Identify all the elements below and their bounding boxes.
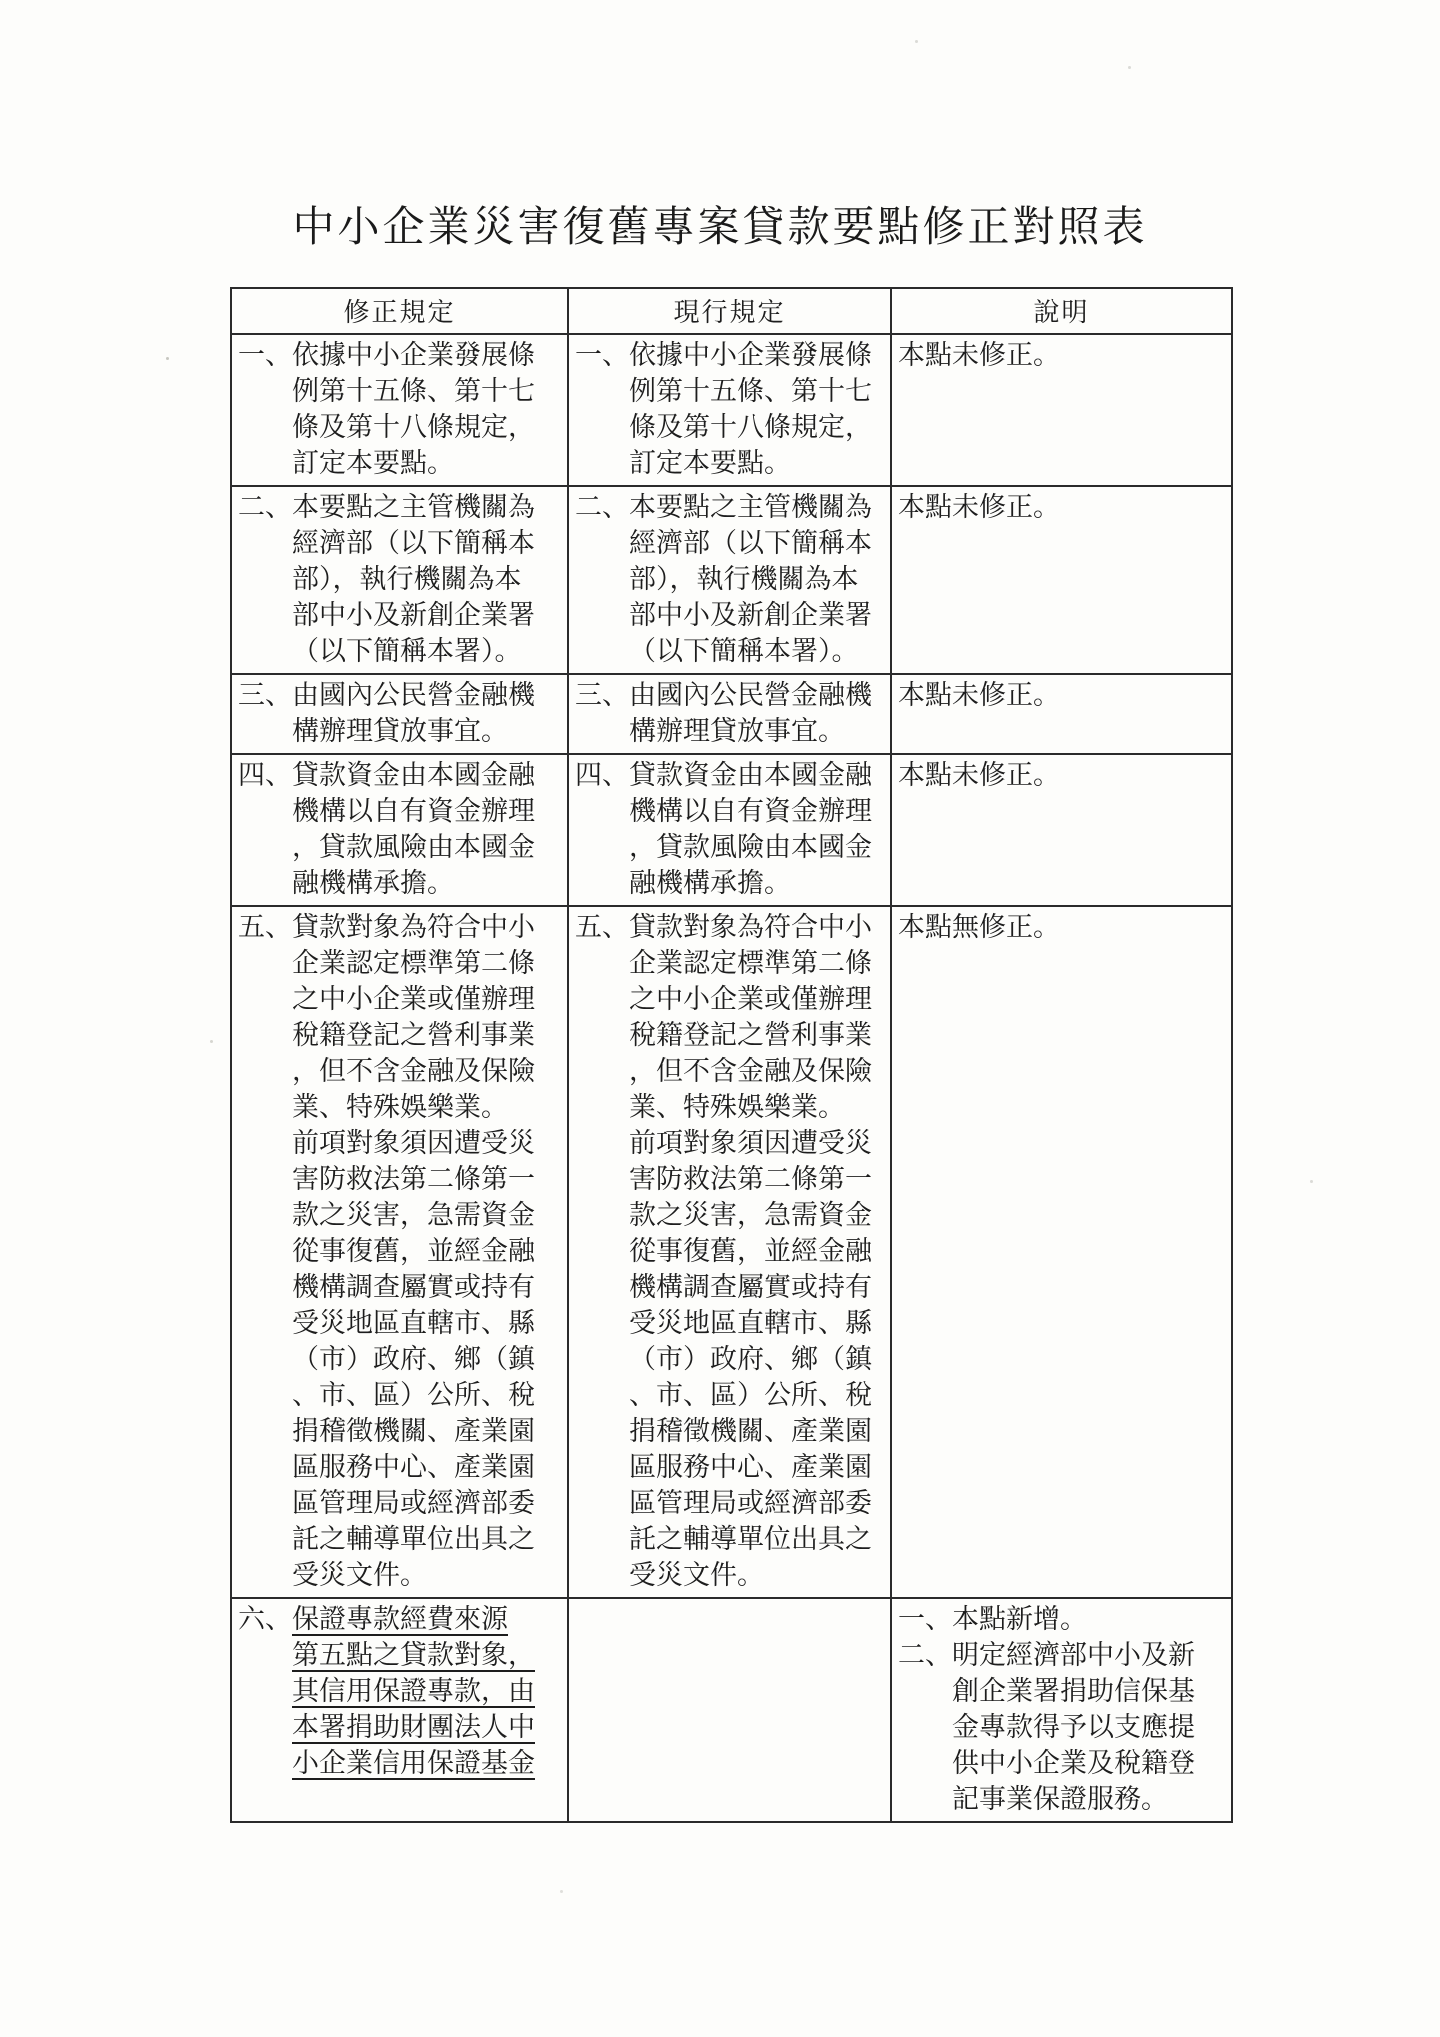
cell-paragraph <box>238 677 563 749</box>
scan-speck <box>1128 66 1131 69</box>
note-cell <box>891 486 1232 674</box>
cell-paragraph <box>575 677 886 749</box>
text-line <box>575 1557 886 1593</box>
text: 訂定本要點。 <box>629 448 791 478</box>
text: 捐稽徵機關、產業園 <box>292 1416 535 1446</box>
current-cell <box>568 754 891 906</box>
amended-cell <box>231 1598 568 1822</box>
text-line <box>238 445 563 481</box>
text-line <box>238 1053 563 1089</box>
item-number: 二、 <box>575 492 629 522</box>
cell-paragraph <box>238 1125 563 1593</box>
table-row <box>231 1598 1232 1822</box>
item-number: 一、 <box>898 1604 952 1634</box>
text-line <box>238 373 563 409</box>
text-line <box>575 409 886 445</box>
underlined-text: 本署捐助財團法人中 <box>292 1712 535 1742</box>
column-header-current: 現行規定 <box>568 288 891 334</box>
text: 受災文件。 <box>629 1560 764 1590</box>
text: 貸款對象為符合中小 <box>292 912 535 942</box>
text-line <box>575 1053 886 1089</box>
item-number: 一、 <box>238 340 292 370</box>
table-header-row <box>231 288 1232 334</box>
text: 本點未修正。 <box>898 492 1060 522</box>
table-row <box>231 674 1232 754</box>
cell-paragraph <box>898 677 1227 713</box>
item-number: 三、 <box>238 680 292 710</box>
cell-paragraph <box>898 757 1227 793</box>
text: 由國內公民營金融機 <box>629 680 872 710</box>
scan-speck <box>210 1040 213 1043</box>
cell-paragraph <box>238 489 563 669</box>
table-row <box>231 906 1232 1598</box>
text-line <box>575 561 886 597</box>
item-number: 四、 <box>575 760 629 790</box>
text-line <box>575 633 886 669</box>
text: 部），執行機關為本 <box>292 564 522 594</box>
text-line <box>238 1161 563 1197</box>
text-line <box>575 1125 886 1161</box>
underlined-text: 保證專款經費來源 <box>292 1604 508 1634</box>
text-line <box>238 633 563 669</box>
text-line <box>575 1521 886 1557</box>
text: 金專款得予以支應提 <box>952 1712 1195 1742</box>
text-line <box>898 909 1227 945</box>
page-title: 中小企業災害復舊專案貸款要點修正對照表 <box>292 205 1148 251</box>
text-line <box>238 1485 563 1521</box>
text: 從事復舊，並經金融 <box>292 1236 535 1266</box>
text-line <box>898 757 1227 793</box>
text-line <box>238 909 563 945</box>
text-line <box>575 489 886 525</box>
text-line <box>575 677 886 713</box>
text: 區管理局或經濟部委 <box>629 1488 872 1518</box>
text: 機構以自有資金辦理 <box>292 796 535 826</box>
text: （市）政府、鄉（鎮 <box>629 1344 872 1374</box>
text: 貸款資金由本國金融 <box>629 760 872 790</box>
text: 區服務中心、產業園 <box>292 1452 535 1482</box>
text-line <box>575 829 886 865</box>
text-line <box>575 793 886 829</box>
text: 害防救法第二條第一 <box>629 1164 872 1194</box>
text: 本點未修正。 <box>898 760 1060 790</box>
text-line <box>898 677 1227 713</box>
current-cell <box>568 1598 891 1822</box>
cell-paragraph <box>898 337 1227 373</box>
current-cell <box>568 486 891 674</box>
amended-cell <box>231 486 568 674</box>
text: 從事復舊，並經金融 <box>629 1236 872 1266</box>
text: 本點未修正。 <box>898 680 1060 710</box>
text-line <box>575 945 886 981</box>
text-line <box>238 1521 563 1557</box>
text: 區服務中心、產業園 <box>629 1452 872 1482</box>
text-line <box>575 981 886 1017</box>
text: 企業認定標準第二條 <box>629 948 872 978</box>
text: 貸款對象為符合中小 <box>629 912 872 942</box>
text: 本點無修正。 <box>898 912 1060 942</box>
current-cell <box>568 674 891 754</box>
text-line <box>238 337 563 373</box>
text-line <box>575 1341 886 1377</box>
text-line <box>575 1449 886 1485</box>
text: 業、特殊娛樂業。 <box>292 1092 508 1122</box>
text-line <box>575 1161 886 1197</box>
text-line <box>238 1557 563 1593</box>
scan-speck <box>560 1890 563 1893</box>
text: 依據中小企業發展條 <box>292 340 535 370</box>
cell-paragraph <box>575 1125 886 1593</box>
text-line <box>238 1637 563 1673</box>
text: ，但不含金融及保險 <box>292 1056 535 1086</box>
text-line <box>238 1745 563 1781</box>
text: 依據中小企業發展條 <box>629 340 872 370</box>
text: 、市、區）公所、稅 <box>292 1380 535 1410</box>
table-row <box>231 486 1232 674</box>
text: 前項對象須因遭受災 <box>292 1128 535 1158</box>
text-line <box>238 1269 563 1305</box>
cell-paragraph <box>575 489 886 669</box>
text-line <box>898 1601 1227 1637</box>
text-line <box>238 865 563 901</box>
text: （以下簡稱本署）。 <box>292 636 522 666</box>
text: 融機構承擔。 <box>629 868 791 898</box>
text: 貸款資金由本國金融 <box>292 760 535 790</box>
text-line <box>575 1413 886 1449</box>
amended-cell <box>231 754 568 906</box>
text: 條及第十八條規定， <box>629 412 872 442</box>
item-number: 五、 <box>575 912 629 942</box>
text: 本點未修正。 <box>898 340 1060 370</box>
amended-cell <box>231 334 568 486</box>
text: 供中小企業及稅籍登 <box>952 1748 1195 1778</box>
text: 本要點之主管機關為 <box>292 492 535 522</box>
note-cell <box>891 1598 1232 1822</box>
text: 條及第十八條規定， <box>292 412 535 442</box>
text-line <box>238 1709 563 1745</box>
text-line <box>238 829 563 865</box>
text-line <box>238 597 563 633</box>
scan-speck <box>915 40 918 43</box>
text-line <box>575 1017 886 1053</box>
cell-paragraph <box>238 337 563 481</box>
text: 部），執行機關為本 <box>629 564 859 594</box>
text: 部中小及新創企業署 <box>629 600 872 630</box>
text: 受災地區直轄市、縣 <box>629 1308 872 1338</box>
cell-paragraph <box>238 1637 563 1781</box>
text-line <box>575 445 886 481</box>
text: 記事業保證服務。 <box>952 1784 1168 1814</box>
text-line <box>238 1413 563 1449</box>
column-header-amended: 修正規定 <box>231 288 568 334</box>
text-line <box>238 1377 563 1413</box>
text: 構辦理貸放事宜。 <box>629 716 845 746</box>
text: 託之輔導單位出具之 <box>292 1524 535 1554</box>
cell-paragraph <box>238 909 563 1125</box>
text-line <box>238 713 563 749</box>
text: 稅籍登記之營利事業 <box>292 1020 535 1050</box>
text-line <box>575 909 886 945</box>
text-line <box>238 489 563 525</box>
text-line <box>898 1637 1227 1673</box>
current-cell <box>568 334 891 486</box>
column-header-note: 說明 <box>891 288 1232 334</box>
text: 稅籍登記之營利事業 <box>629 1020 872 1050</box>
text: 部中小及新創企業署 <box>292 600 535 630</box>
cell-paragraph <box>898 909 1227 945</box>
cell-paragraph <box>238 1601 563 1637</box>
text-line <box>238 1233 563 1269</box>
text-line <box>575 597 886 633</box>
text-line <box>238 1017 563 1053</box>
text: 經濟部（以下簡稱本 <box>292 528 535 558</box>
text: 例第十五條、第十七 <box>629 376 872 406</box>
text: 機構調查屬實或持有 <box>292 1272 535 1302</box>
cell-paragraph <box>575 909 886 1125</box>
text: 害防救法第二條第一 <box>292 1164 535 1194</box>
text-line <box>575 1089 886 1125</box>
item-number: 六、 <box>238 1604 292 1634</box>
current-cell <box>568 906 891 1598</box>
text: 本點新增。 <box>952 1604 1087 1634</box>
text-line <box>238 1197 563 1233</box>
text-line <box>238 561 563 597</box>
text-line <box>575 1197 886 1233</box>
text-line <box>575 337 886 373</box>
text: 之中小企業或僅辦理 <box>292 984 535 1014</box>
text-line <box>575 1233 886 1269</box>
text: ，但不含金融及保險 <box>629 1056 872 1086</box>
amended-cell <box>231 906 568 1598</box>
item-number: 一、 <box>575 340 629 370</box>
text: 捐稽徵機關、產業園 <box>629 1416 872 1446</box>
table-row <box>231 754 1232 906</box>
text: 融機構承擔。 <box>292 868 454 898</box>
text: 款之災害，急需資金 <box>629 1200 872 1230</box>
item-number: 四、 <box>238 760 292 790</box>
text-line <box>238 409 563 445</box>
text: 託之輔導單位出具之 <box>629 1524 872 1554</box>
cell-paragraph <box>238 757 563 901</box>
item-number: 五、 <box>238 912 292 942</box>
text-line <box>238 1125 563 1161</box>
text-line <box>238 677 563 713</box>
text: （以下簡稱本署）。 <box>629 636 859 666</box>
text-line <box>238 1089 563 1125</box>
text: 受災文件。 <box>292 1560 427 1590</box>
text-line <box>238 1305 563 1341</box>
text: 由國內公民營金融機 <box>292 680 535 710</box>
text-line <box>575 1377 886 1413</box>
comparison-table <box>230 287 1233 1823</box>
text-line <box>238 1341 563 1377</box>
text-line <box>238 981 563 1017</box>
text-line <box>898 1673 1227 1709</box>
cell-paragraph <box>575 337 886 481</box>
text-line <box>575 1269 886 1305</box>
text: 之中小企業或僅辦理 <box>629 984 872 1014</box>
cell-paragraph <box>898 1637 1227 1817</box>
text-line <box>575 1485 886 1521</box>
table-row <box>231 334 1232 486</box>
text: 款之災害，急需資金 <box>292 1200 535 1230</box>
text-line <box>898 337 1227 373</box>
scan-speck <box>1310 1180 1313 1183</box>
text-line <box>575 525 886 561</box>
text-line <box>238 525 563 561</box>
text-line <box>238 1449 563 1485</box>
scan-speck <box>166 357 169 360</box>
text-line <box>575 757 886 793</box>
item-number: 二、 <box>898 1640 952 1670</box>
cell-paragraph <box>575 757 886 901</box>
underlined-text: 其信用保證專款，由 <box>292 1676 535 1706</box>
item-number: 三、 <box>575 680 629 710</box>
text: 構辦理貸放事宜。 <box>292 716 508 746</box>
text: 創企業署捐助信保基 <box>952 1676 1195 1706</box>
underlined-text: 第五點之貸款對象， <box>292 1640 535 1670</box>
text: 、市、區）公所、稅 <box>629 1380 872 1410</box>
note-cell <box>891 906 1232 1598</box>
text-line <box>898 1781 1227 1817</box>
cell-paragraph <box>898 1601 1227 1637</box>
text: 訂定本要點。 <box>292 448 454 478</box>
text-line <box>238 757 563 793</box>
cell-paragraph <box>898 489 1227 525</box>
text-line <box>238 1673 563 1709</box>
text-line <box>575 373 886 409</box>
item-number: 二、 <box>238 492 292 522</box>
text-line <box>238 793 563 829</box>
text: 業、特殊娛樂業。 <box>629 1092 845 1122</box>
note-cell <box>891 754 1232 906</box>
text-line <box>898 489 1227 525</box>
text: 經濟部（以下簡稱本 <box>629 528 872 558</box>
text-line <box>238 945 563 981</box>
text-line <box>575 713 886 749</box>
text-line <box>238 1601 563 1637</box>
note-cell <box>891 674 1232 754</box>
amended-cell <box>231 674 568 754</box>
text-line <box>898 1745 1227 1781</box>
text: 區管理局或經濟部委 <box>292 1488 535 1518</box>
text: ，貸款風險由本國金 <box>629 832 872 862</box>
text: 前項對象須因遭受災 <box>629 1128 872 1158</box>
text: 例第十五條、第十七 <box>292 376 535 406</box>
text: 明定經濟部中小及新 <box>952 1640 1195 1670</box>
underlined-text: 小企業信用保證基金 <box>292 1748 535 1778</box>
text: 本要點之主管機關為 <box>629 492 872 522</box>
text: 機構調查屬實或持有 <box>629 1272 872 1302</box>
text: 企業認定標準第二條 <box>292 948 535 978</box>
text: （市）政府、鄉（鎮 <box>292 1344 535 1374</box>
text-line <box>575 1305 886 1341</box>
text-line <box>575 865 886 901</box>
text-line <box>898 1709 1227 1745</box>
text: 機構以自有資金辦理 <box>629 796 872 826</box>
text: ，貸款風險由本國金 <box>292 832 535 862</box>
note-cell <box>891 334 1232 486</box>
text: 受災地區直轄市、縣 <box>292 1308 535 1338</box>
